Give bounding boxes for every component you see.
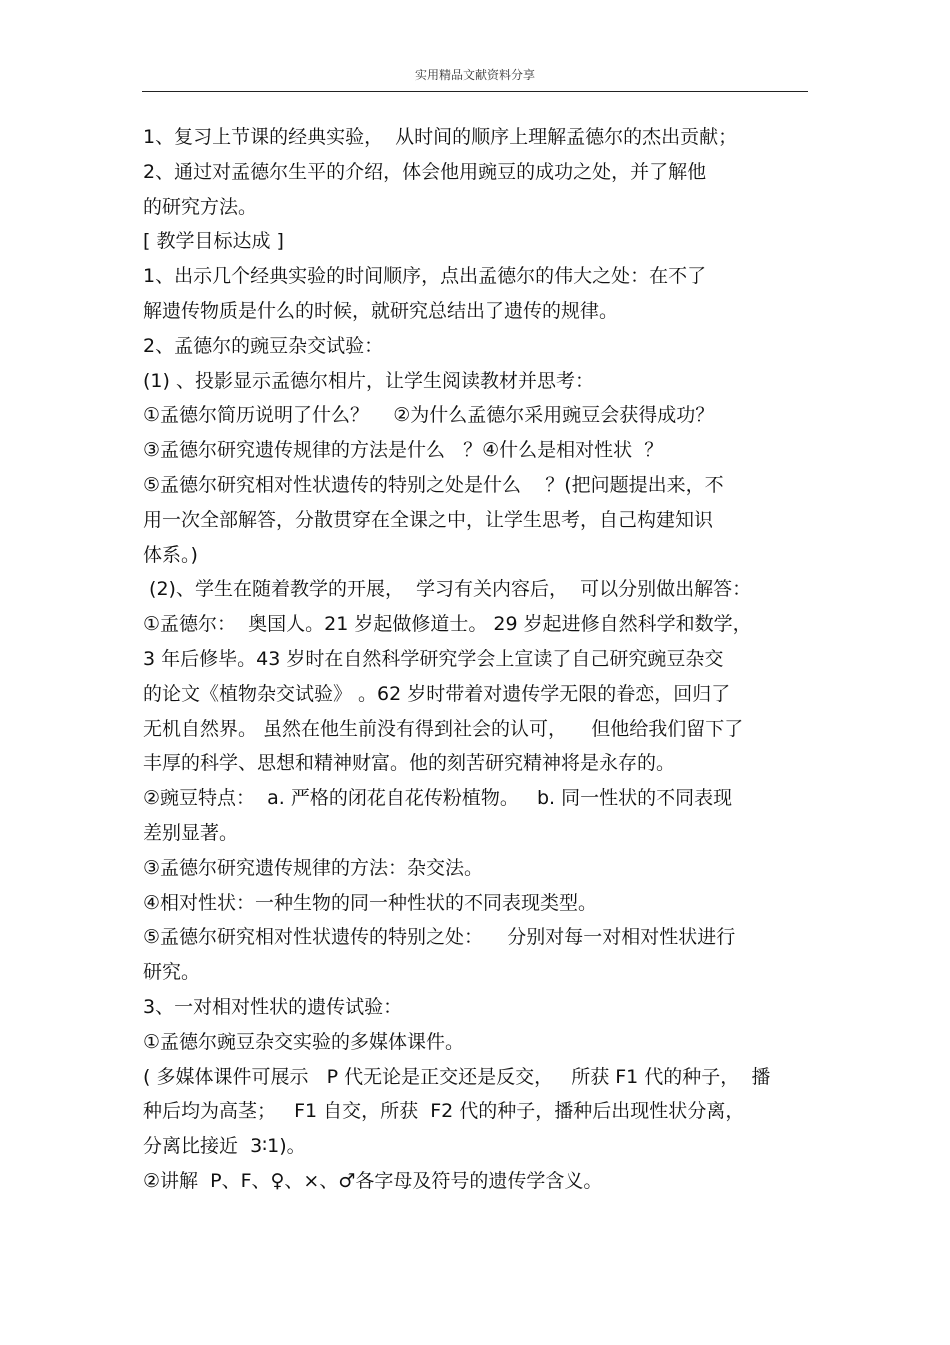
text-line-25: 研究。 <box>143 961 201 984</box>
text-line-31: ②讲解 P、F、♀、×、♂各字母及符号的遗传学含义。 <box>143 1169 603 1192</box>
text-line-28: ( 多媒体课件可展示 P 代无论是正交还是反交， 所获 F1 代的种子， 播 <box>143 1065 771 1088</box>
text-line-24: ⑤孟德尔研究相对性状遗传的特别之处： 分别对每一对相对性状进行 <box>143 926 736 949</box>
text-line-11: ⑤孟德尔研究相对性状遗传的特别之处是什么 ？(把问题提出来，不 <box>143 473 724 496</box>
text-line-10: ③孟德尔研究遗传规律的方法是什么 ？④什么是相对性状 ？ <box>143 439 664 462</box>
text-line-21: 差别显著。 <box>143 821 239 844</box>
document-body <box>143 120 811 1199</box>
text-line-29: 种后均为高茎； F1 自交，所获 F2 代的种子，播种后出现性状分离， <box>143 1100 745 1123</box>
text-line-17: 的论文《植物杂交试验》 。62 岁时带着对遗传学无限的眷恋，回归了 <box>143 682 731 705</box>
text-line-14: (2)、学生在随着教学的开展， 学习有关内容后， 可以分别做出解答： <box>143 578 752 601</box>
text-line-7: 2、孟德尔的豌豆杂交试验： <box>143 334 384 357</box>
text-line-12: 用一次全部解答，分散贯穿在全课之中，让学生思考，自己构建知识 <box>143 508 714 531</box>
text-line-15: ①孟德尔： 奥国人。21 岁起做修道士。 29 岁起进修自然科学和数学， <box>143 613 752 636</box>
text-line-2: 2、通过对孟德尔生平的介绍，体会他用豌豆的成功之处，并了解他 <box>143 160 707 183</box>
text-line-27: ①孟德尔豌豆杂交实验的多媒体课件。 <box>143 1030 465 1053</box>
text-line-22: ③孟德尔研究遗传规律的方法：杂交法。 <box>143 856 484 879</box>
text-line-23: ④相对性状：一种生物的同一种性状的不同表现类型。 <box>143 891 598 914</box>
text-line-20: ②豌豆特点： a. 严格的闭花自花传粉植物。 b. 同一性状的不同表现 <box>143 787 733 810</box>
section-heading: [ 教学目标达成 ] <box>143 230 284 253</box>
page-header: 实用精品文献资料分享 <box>414 68 535 82</box>
text-line-3: 的研究方法。 <box>143 195 258 218</box>
text-line-19: 丰厚的科学、思想和精神财富。他的刻苦研究精神将是永存的。 <box>143 752 676 775</box>
text-line-16: 3 年后修毕。43 岁时在自然科学研究学会上宣读了自己研究豌豆杂交 <box>143 647 724 670</box>
text-line-1: 1、复习上节课的经典实验， 从时间的顺序上理解孟德尔的杰出贡献； <box>143 126 738 148</box>
text-line-30: 分离比接近 3∶1)。 <box>143 1135 306 1158</box>
header-divider <box>142 91 808 92</box>
text-line-8: (1) 、投影显示孟德尔相片，让学生阅读教材并思考： <box>143 369 594 392</box>
text-line-18: 无机自然界。 虽然在他生前没有得到社会的认可， 但他给我们留下了 <box>143 717 744 740</box>
text-line-5: 1、出示几个经典实验的时间顺序，点出孟德尔的伟大之处：在不了 <box>143 265 707 288</box>
text-line-9: ①孟德尔简历说明了什么？ ②为什么孟德尔采用豌豆会获得成功？ <box>143 404 715 427</box>
text-line-26: 3、一对相对性状的遗传试验： <box>143 995 403 1018</box>
text-line-13: 体系。) <box>143 543 198 566</box>
text-line-6: 解遗传物质是什么的时候，就研究总结出了遗传的规律。 <box>143 299 619 322</box>
